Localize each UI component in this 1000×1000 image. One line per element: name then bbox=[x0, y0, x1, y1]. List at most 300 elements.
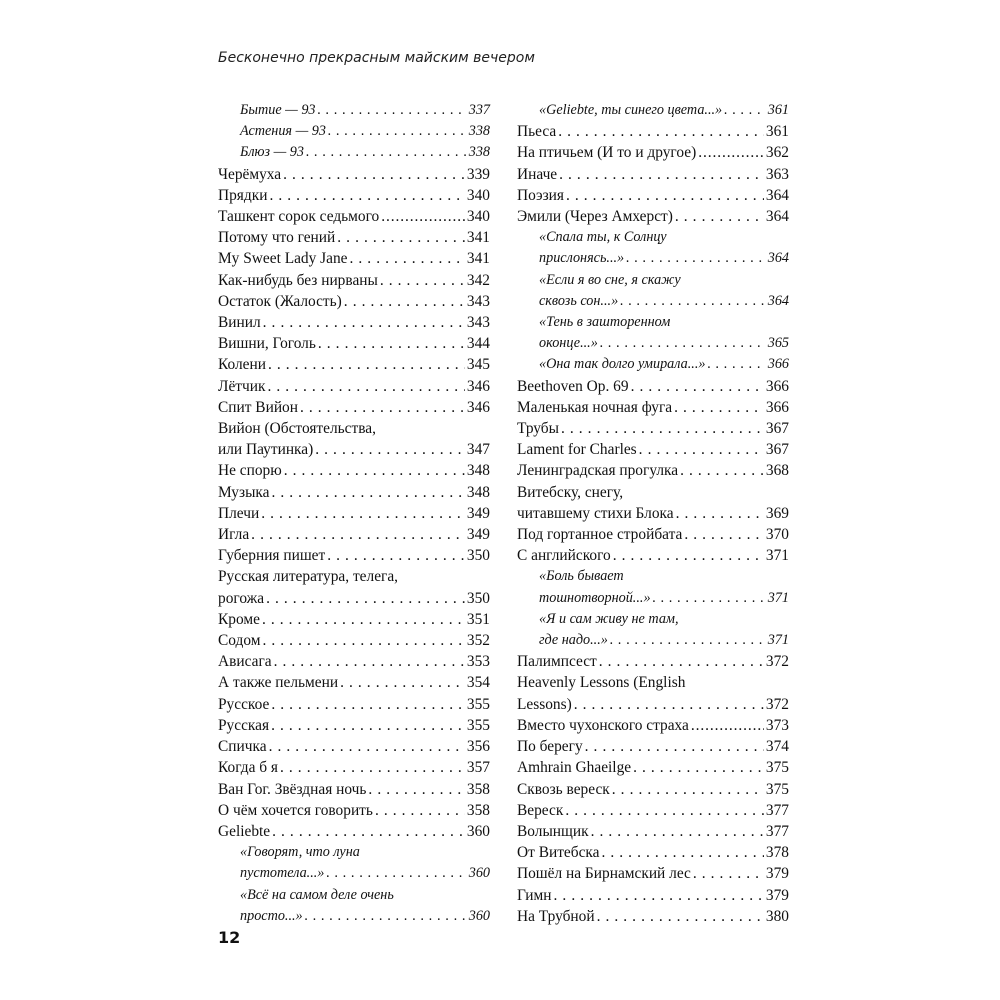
dot-leader bbox=[585, 736, 764, 757]
toc-entry-page: 375 bbox=[765, 759, 789, 777]
toc-entry bbox=[517, 524, 789, 545]
toc-entry-line bbox=[517, 503, 789, 524]
toc-entry-line bbox=[517, 164, 789, 185]
toc-entry bbox=[218, 206, 490, 227]
toc-entry bbox=[218, 757, 490, 778]
toc-entry-title-continued: прислонясь...» bbox=[539, 250, 625, 267]
dot-leader bbox=[344, 291, 465, 312]
toc-entry bbox=[218, 270, 490, 291]
toc-entry bbox=[218, 227, 490, 248]
dot-leader bbox=[274, 651, 465, 672]
toc-entry-title: Губерния пишет bbox=[218, 547, 326, 565]
toc-entry bbox=[218, 842, 490, 884]
dot-leader bbox=[284, 460, 465, 481]
toc-entry-page: 366 bbox=[767, 356, 789, 373]
toc-entry-line bbox=[218, 333, 490, 354]
toc-entry-line bbox=[517, 715, 789, 736]
toc-entry-title: Русская литература, телега, bbox=[218, 568, 399, 586]
toc-entry-title: С английского bbox=[517, 547, 611, 565]
toc-entry-line bbox=[539, 248, 789, 269]
toc-entry-title: Вишни, Гоголь bbox=[218, 335, 316, 353]
toc-entry-page: 350 bbox=[466, 589, 490, 607]
toc-entry-line bbox=[517, 439, 789, 460]
toc-entry-page: 360 bbox=[466, 822, 490, 840]
toc-entry-line bbox=[218, 609, 490, 630]
toc-entry-line bbox=[218, 715, 490, 736]
toc-entry-title: Гимн bbox=[517, 886, 552, 904]
toc-entry-title: Музыка bbox=[218, 483, 270, 501]
dot-leader bbox=[653, 588, 766, 609]
toc-entry-page: 339 bbox=[466, 165, 490, 183]
toc-entry-title-continued: оконце...» bbox=[539, 335, 598, 352]
toc-entry-line bbox=[240, 100, 490, 121]
toc-entry-page: 347 bbox=[466, 441, 490, 459]
toc-entry-title: «Всё на самом деле очень bbox=[240, 886, 394, 903]
toc-entry-page: 357 bbox=[466, 759, 490, 777]
toc-entry-title: Пьеса bbox=[517, 123, 557, 141]
dot-leader bbox=[566, 185, 764, 206]
dot-leader bbox=[266, 588, 465, 609]
page-number: 12 bbox=[218, 928, 241, 947]
toc-entry bbox=[218, 672, 490, 693]
toc-entry-page: 377 bbox=[765, 822, 789, 840]
toc-entry-page: 365 bbox=[767, 335, 789, 352]
toc-entry-title: Amhrain Ghaeilge bbox=[517, 759, 632, 777]
toc-entry-title: My Sweet Lady Jane bbox=[218, 250, 348, 268]
toc-entry-title: Не спорю bbox=[218, 462, 282, 480]
dot-leader bbox=[691, 715, 764, 736]
dot-leader bbox=[272, 821, 465, 842]
toc-entry bbox=[218, 630, 490, 651]
toc-entry-page: 341 bbox=[466, 250, 490, 268]
toc-entry bbox=[517, 885, 789, 906]
toc-entry-line bbox=[517, 885, 789, 906]
toc-entry-page: 358 bbox=[466, 780, 490, 798]
toc-entry-title: Heavenly Lessons (English bbox=[517, 674, 686, 692]
toc-entry bbox=[517, 397, 789, 418]
dot-leader bbox=[262, 609, 465, 630]
toc-entry-page: 343 bbox=[466, 314, 490, 332]
toc-entry-title: Эмили (Через Амхерст) bbox=[517, 208, 673, 226]
toc-entry-title: Сквозь вереск bbox=[517, 780, 610, 798]
toc-entry-title: Когда б я bbox=[218, 759, 279, 777]
toc-entry-page: 378 bbox=[765, 844, 789, 862]
toc-entry-line bbox=[240, 906, 490, 927]
toc-entry-page: 361 bbox=[765, 123, 789, 141]
dot-leader bbox=[639, 439, 764, 460]
toc-entry bbox=[218, 164, 490, 185]
toc-entry-line bbox=[218, 206, 490, 227]
toc-entry bbox=[218, 248, 490, 269]
toc-entry-line bbox=[218, 227, 490, 248]
dot-leader bbox=[674, 397, 764, 418]
dot-leader bbox=[326, 863, 466, 884]
toc-entry-line bbox=[218, 545, 490, 566]
toc-entry-line bbox=[218, 588, 490, 609]
toc-entry-line bbox=[218, 460, 490, 481]
toc-entry-title: От Витебска bbox=[517, 844, 600, 862]
dot-leader bbox=[591, 821, 764, 842]
toc-entry-title: О чём хочется говорить bbox=[218, 801, 373, 819]
toc-entry-page: 345 bbox=[466, 356, 490, 374]
toc-entry bbox=[218, 545, 490, 566]
toc-entry bbox=[218, 651, 490, 672]
toc-entry-page: 355 bbox=[466, 716, 490, 734]
dot-leader bbox=[724, 100, 766, 121]
toc-entry bbox=[517, 206, 789, 227]
dot-leader bbox=[375, 800, 465, 821]
toc-entry-line bbox=[218, 503, 490, 524]
toc-entry-title: Вереск bbox=[517, 801, 564, 819]
toc-entry-page: 370 bbox=[765, 526, 789, 544]
dot-leader bbox=[554, 885, 764, 906]
toc-entry bbox=[218, 333, 490, 354]
toc-entry-line bbox=[240, 121, 490, 142]
toc-entry-page: 379 bbox=[765, 865, 789, 883]
toc-entry-line bbox=[218, 821, 490, 842]
toc-entry-title: Пошёл на Бирнамский лес bbox=[517, 865, 691, 883]
toc-entry-title: «Она так долго умирала...» bbox=[539, 356, 706, 373]
toc-entry bbox=[517, 757, 789, 778]
dot-leader bbox=[558, 121, 764, 142]
toc-entry-page: 346 bbox=[466, 377, 490, 395]
toc-entry-line bbox=[240, 863, 490, 884]
toc-entry-title: На птичьем (И то и другое) bbox=[517, 144, 697, 162]
toc-entry bbox=[517, 354, 789, 375]
dot-leader bbox=[251, 524, 465, 545]
toc-entry-line bbox=[517, 376, 789, 397]
dot-leader bbox=[283, 164, 465, 185]
toc-entry-line bbox=[218, 312, 490, 333]
toc-entry-title: «Geliebte, ты синего цвета...» bbox=[539, 102, 723, 118]
dot-leader bbox=[626, 248, 766, 269]
toc-entry-line bbox=[517, 821, 789, 842]
dot-leader bbox=[574, 694, 764, 715]
toc-entry-page: 367 bbox=[765, 420, 789, 438]
toc-entry bbox=[218, 885, 490, 927]
toc-entry-line bbox=[517, 694, 789, 715]
toc-entry-page: 364 bbox=[765, 208, 789, 226]
toc-entry-title-continued: или Паутинка) bbox=[218, 441, 314, 459]
toc-entry-title: Потому что гений bbox=[218, 229, 336, 247]
dot-leader bbox=[269, 736, 465, 757]
dot-leader bbox=[693, 863, 764, 884]
dot-leader bbox=[559, 164, 764, 185]
dot-leader bbox=[267, 376, 464, 397]
toc-entry-line bbox=[517, 121, 789, 142]
toc-entry bbox=[218, 524, 490, 545]
toc-entry-title: Кроме bbox=[218, 610, 260, 628]
toc-entry-line bbox=[517, 460, 789, 481]
toc-entry-page: 360 bbox=[468, 907, 490, 924]
toc-entry bbox=[218, 736, 490, 757]
dot-leader bbox=[675, 206, 764, 227]
toc-entry-title: «Говорят, что луна bbox=[240, 844, 360, 861]
toc-entry-page: 379 bbox=[765, 886, 789, 904]
toc-entry-line bbox=[517, 906, 789, 927]
toc-entry-title: Русская bbox=[218, 716, 270, 734]
toc-entry bbox=[218, 121, 490, 142]
toc-entry bbox=[517, 439, 789, 460]
toc-entry-title: Остаток (Жалость) bbox=[218, 292, 342, 310]
toc-entry-page: 352 bbox=[466, 632, 490, 650]
dot-leader bbox=[337, 227, 465, 248]
toc-entry-title: Астения — 93 bbox=[240, 123, 326, 140]
toc-entry-title-continued: тошнотворной...» bbox=[539, 589, 651, 606]
toc-entry-page: 377 bbox=[765, 801, 789, 819]
toc-entry-line bbox=[218, 439, 490, 460]
toc-entry-line bbox=[517, 651, 789, 672]
toc-entry-line bbox=[517, 545, 789, 566]
toc-entry-title: Трубы bbox=[517, 420, 559, 438]
toc-entry-page: 350 bbox=[466, 547, 490, 565]
dot-leader bbox=[271, 715, 465, 736]
toc-entry-line bbox=[517, 800, 789, 821]
dot-leader bbox=[597, 906, 764, 927]
toc-entry-title-continued: сквозь сон...» bbox=[539, 292, 619, 309]
toc-entry-title: «Тень в зашторенном bbox=[539, 314, 671, 331]
dot-leader bbox=[612, 779, 764, 800]
dot-leader bbox=[368, 779, 464, 800]
toc-entry-title: А также пельмени bbox=[218, 674, 339, 692]
dot-leader bbox=[561, 418, 764, 439]
toc-entry bbox=[218, 397, 490, 418]
toc-entry-title: Иначе bbox=[517, 165, 558, 183]
toc-entry-page: 338 bbox=[468, 144, 490, 161]
toc-entry-title: Маленькая ночная фуга bbox=[517, 398, 673, 416]
toc-entry-title: Черёмуха bbox=[218, 165, 282, 183]
dot-leader bbox=[684, 524, 764, 545]
toc-entry-page: 371 bbox=[767, 589, 789, 606]
toc-entry-page: 364 bbox=[765, 186, 789, 204]
toc-entry-line bbox=[218, 354, 490, 375]
toc-entry-line bbox=[517, 842, 789, 863]
toc-entry bbox=[218, 715, 490, 736]
toc-entry-page: 349 bbox=[466, 504, 490, 522]
toc-entry-line bbox=[517, 142, 789, 163]
toc-entry bbox=[517, 842, 789, 863]
dot-leader bbox=[261, 503, 465, 524]
toc-entry-line bbox=[218, 651, 490, 672]
toc-entry bbox=[517, 906, 789, 927]
toc-entry-page: 361 bbox=[767, 102, 789, 118]
toc-entry-page: 369 bbox=[765, 504, 789, 522]
dot-leader bbox=[280, 757, 465, 778]
toc-entry-line bbox=[218, 800, 490, 821]
dot-leader bbox=[327, 545, 465, 566]
toc-entry-page: 372 bbox=[765, 695, 789, 713]
toc-entry-title: Lament for Charles bbox=[517, 441, 637, 459]
toc-entry-line bbox=[517, 524, 789, 545]
toc-entry-line bbox=[517, 185, 789, 206]
toc-entry-line bbox=[218, 779, 490, 800]
toc-entry-title: Как-нибудь без нирваны bbox=[218, 271, 378, 289]
dot-leader bbox=[613, 545, 764, 566]
toc-entry-line bbox=[517, 779, 789, 800]
toc-entry bbox=[517, 164, 789, 185]
toc-entry bbox=[517, 863, 789, 884]
toc-entry-line bbox=[240, 142, 490, 163]
toc-entry-page: 344 bbox=[466, 335, 490, 353]
toc-entry-page: 360 bbox=[468, 865, 490, 882]
toc-entry bbox=[218, 312, 490, 333]
toc-entry bbox=[517, 100, 789, 121]
toc-entry-line bbox=[539, 100, 789, 121]
toc-entry-page: 342 bbox=[466, 271, 490, 289]
toc-entry-page: 373 bbox=[765, 716, 789, 734]
dot-leader bbox=[380, 270, 465, 291]
toc-column-left bbox=[218, 100, 490, 927]
toc-entry bbox=[517, 482, 789, 524]
dot-leader bbox=[676, 503, 764, 524]
toc-entry-title: Под гортанное стройбата bbox=[517, 526, 683, 544]
toc-entry-line bbox=[539, 354, 789, 375]
toc-entry-title: Блюз — 93 bbox=[240, 144, 304, 161]
toc-entry-title: Игла bbox=[218, 526, 250, 544]
toc-entry bbox=[218, 694, 490, 715]
toc-entry-page: 340 bbox=[466, 208, 490, 226]
toc-entry bbox=[517, 142, 789, 163]
toc-entry-title: Ависага bbox=[218, 653, 272, 671]
toc-entry-page: 348 bbox=[466, 462, 490, 480]
toc-entry-line bbox=[218, 694, 490, 715]
toc-entry-title: Волынщик bbox=[517, 822, 589, 840]
toc-entry-title: Прядки bbox=[218, 186, 268, 204]
dot-leader bbox=[318, 100, 467, 121]
dot-leader bbox=[315, 439, 465, 460]
dot-leader bbox=[340, 672, 465, 693]
dot-leader bbox=[565, 800, 764, 821]
toc-entry-line bbox=[539, 588, 789, 609]
toc-entry-page: 372 bbox=[765, 653, 789, 671]
toc-entry bbox=[218, 821, 490, 842]
toc-entry-title: «Если я во сне, я скажу bbox=[539, 271, 681, 288]
toc-entry-page: 371 bbox=[765, 547, 789, 565]
toc-entry-line bbox=[218, 291, 490, 312]
toc-entry bbox=[218, 503, 490, 524]
toc-entry-title: Вместо чухонского страха bbox=[517, 716, 689, 734]
dot-leader bbox=[620, 291, 766, 312]
toc-entry bbox=[517, 545, 789, 566]
toc-entry-title: Ван Гог. Звёздная ночь bbox=[218, 780, 367, 798]
dot-leader bbox=[599, 651, 764, 672]
toc-entry-title-continued: пустотела...» bbox=[240, 865, 325, 882]
toc-entry-page: 348 bbox=[466, 483, 490, 501]
toc-column-right bbox=[517, 100, 789, 927]
toc-entry-title: «Я и сам живу не там, bbox=[539, 610, 679, 627]
toc-entry-page: 380 bbox=[765, 907, 789, 925]
dot-leader bbox=[707, 354, 765, 375]
toc-entry-line bbox=[218, 164, 490, 185]
toc-entry-title: Бытие — 93 bbox=[240, 102, 316, 118]
dot-leader bbox=[350, 248, 465, 269]
toc-entry bbox=[517, 800, 789, 821]
toc-entry bbox=[218, 142, 490, 163]
dot-leader bbox=[269, 185, 464, 206]
toc-entry-title-continued: где надо...» bbox=[539, 632, 608, 649]
toc-entry-page: 363 bbox=[765, 165, 789, 183]
toc-entry-line bbox=[517, 206, 789, 227]
toc-entry bbox=[517, 651, 789, 672]
toc-entry-title: Ташкент сорок седьмого bbox=[218, 208, 380, 226]
toc-entry bbox=[218, 185, 490, 206]
toc-entry-line bbox=[539, 291, 789, 312]
toc-entry-page: 366 bbox=[765, 377, 789, 395]
toc-entry-title: Витебску, снегу, bbox=[517, 483, 624, 501]
toc-entry-line bbox=[539, 630, 789, 651]
toc-entry bbox=[517, 227, 789, 269]
toc-entry-title: Geliebte bbox=[218, 822, 271, 840]
toc-entry-line bbox=[517, 736, 789, 757]
toc-entry-page: 362 bbox=[765, 144, 789, 162]
dot-leader bbox=[631, 376, 764, 397]
toc-entry bbox=[517, 460, 789, 481]
toc-entry-title: Колени bbox=[218, 356, 266, 374]
toc-entry-title: По берегу bbox=[517, 738, 583, 756]
dot-leader bbox=[633, 757, 764, 778]
dot-leader bbox=[305, 906, 467, 927]
toc-entry bbox=[218, 291, 490, 312]
dot-leader bbox=[300, 397, 465, 418]
toc-entry bbox=[218, 609, 490, 630]
toc-entry-title: Винил bbox=[218, 314, 261, 332]
toc-entry-line bbox=[218, 185, 490, 206]
toc-entry-page: 364 bbox=[767, 250, 789, 267]
toc-entry-title: Поэзия bbox=[517, 186, 564, 204]
toc-entry-title: Содом bbox=[218, 632, 261, 650]
toc-entry-title: Спичка bbox=[218, 738, 267, 756]
toc-entry-title: Beethoven Op. 69 bbox=[517, 377, 629, 395]
toc-entry bbox=[218, 482, 490, 503]
dot-leader bbox=[328, 121, 467, 142]
toc-entry bbox=[218, 779, 490, 800]
toc-entry-page: 356 bbox=[466, 738, 490, 756]
toc-entry bbox=[517, 672, 789, 714]
toc-entry-page: 358 bbox=[466, 801, 490, 819]
toc-entry bbox=[517, 270, 789, 312]
toc-entry bbox=[517, 376, 789, 397]
toc-entry-line bbox=[218, 482, 490, 503]
toc-entry-page: 354 bbox=[466, 674, 490, 692]
toc-entry-page: 368 bbox=[765, 462, 789, 480]
toc-entry-title: Плечи bbox=[218, 504, 260, 522]
toc-entry bbox=[517, 715, 789, 736]
toc-entry-page: 375 bbox=[765, 780, 789, 798]
toc-entry-title: Ленинградская прогулка bbox=[517, 462, 679, 480]
toc-entry-title-continued: просто...» bbox=[240, 907, 303, 924]
toc-entry-line bbox=[517, 397, 789, 418]
toc-entry-page: 351 bbox=[466, 610, 490, 628]
toc-entry-line bbox=[539, 333, 789, 354]
toc-entry-page: 353 bbox=[466, 653, 490, 671]
toc-entry-line bbox=[517, 757, 789, 778]
toc-entry bbox=[218, 566, 490, 608]
dot-leader bbox=[601, 842, 763, 863]
toc-entry-title-continued: Lessons) bbox=[517, 695, 572, 713]
toc-entry-line bbox=[218, 736, 490, 757]
toc-entry-page: 366 bbox=[765, 398, 789, 416]
toc-entry bbox=[517, 609, 789, 651]
toc-entry-page: 374 bbox=[765, 738, 789, 756]
toc-entry-title: Спит Вийон bbox=[218, 398, 298, 416]
dot-leader bbox=[381, 206, 465, 227]
toc-entry-line bbox=[517, 418, 789, 439]
toc-entry-line bbox=[517, 863, 789, 884]
toc-entry-page: 349 bbox=[466, 526, 490, 544]
toc-entry-page: 343 bbox=[466, 292, 490, 310]
toc-entry bbox=[517, 185, 789, 206]
toc-entry-page: 367 bbox=[765, 441, 789, 459]
